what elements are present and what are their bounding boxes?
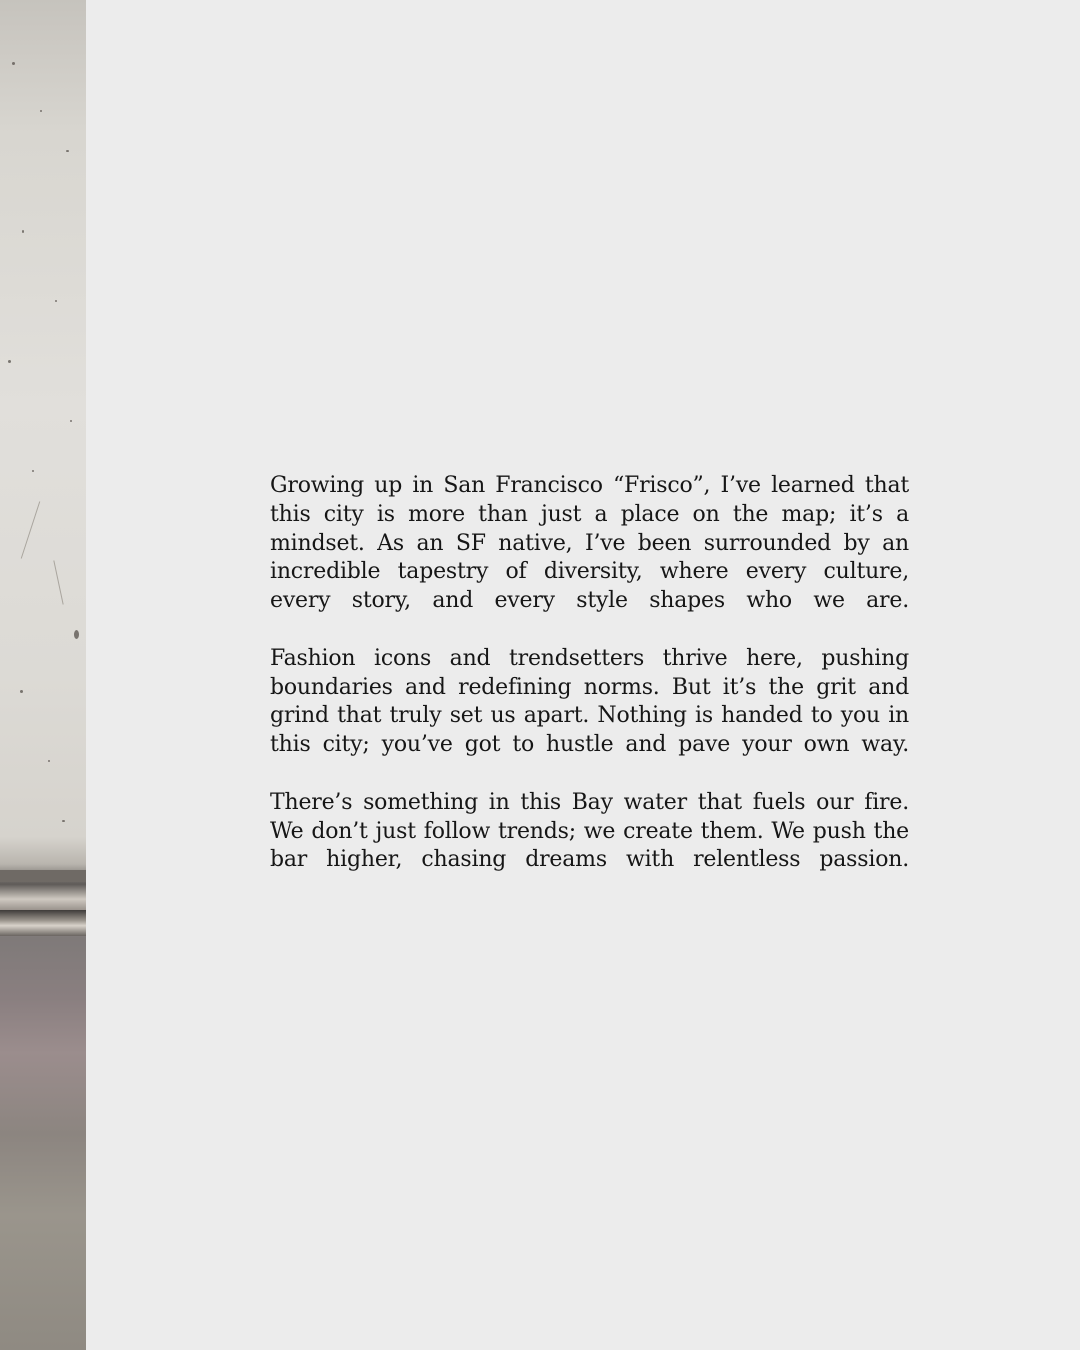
paragraph-2: Fashion icons and trendsetters thrive here, pushing boundaries and redefining norms. But it’s the grit and grind that truly set us apart. Nothing is handed to you in this city; you’ve got to hustle and pave your own way.: [270, 645, 909, 758]
speck: [32, 470, 34, 472]
concrete-wall-photo: [0, 0, 86, 1350]
wall-ledge: [0, 910, 86, 936]
speck: [70, 420, 72, 422]
speck: [22, 230, 24, 233]
speck: [74, 630, 79, 639]
wall-ledge: [0, 870, 86, 882]
speck: [40, 110, 42, 112]
crack: [53, 560, 63, 604]
speck: [48, 760, 50, 762]
crack: [21, 501, 40, 558]
paragraph-3: There’s something in this Bay water that fuels our fire. We don’t just follow trends; we create them. We push the bar higher, chasing dreams with relentless passion.: [270, 789, 909, 873]
speck: [66, 150, 69, 152]
speck: [55, 300, 57, 302]
speck: [62, 820, 65, 822]
speck: [8, 360, 11, 363]
speck: [12, 62, 15, 65]
paragraph-1: Growing up in San Francisco “Frisco”, I’ve learned that this city is more than just a place on the map; it’s a mindset. As an SF native, I’ve been surrounded by an incredible tapestry of diversity, where every culture, every story, and every style shapes who we are.: [270, 473, 909, 614]
body-text: [270, 472, 909, 875]
speck: [20, 690, 23, 693]
